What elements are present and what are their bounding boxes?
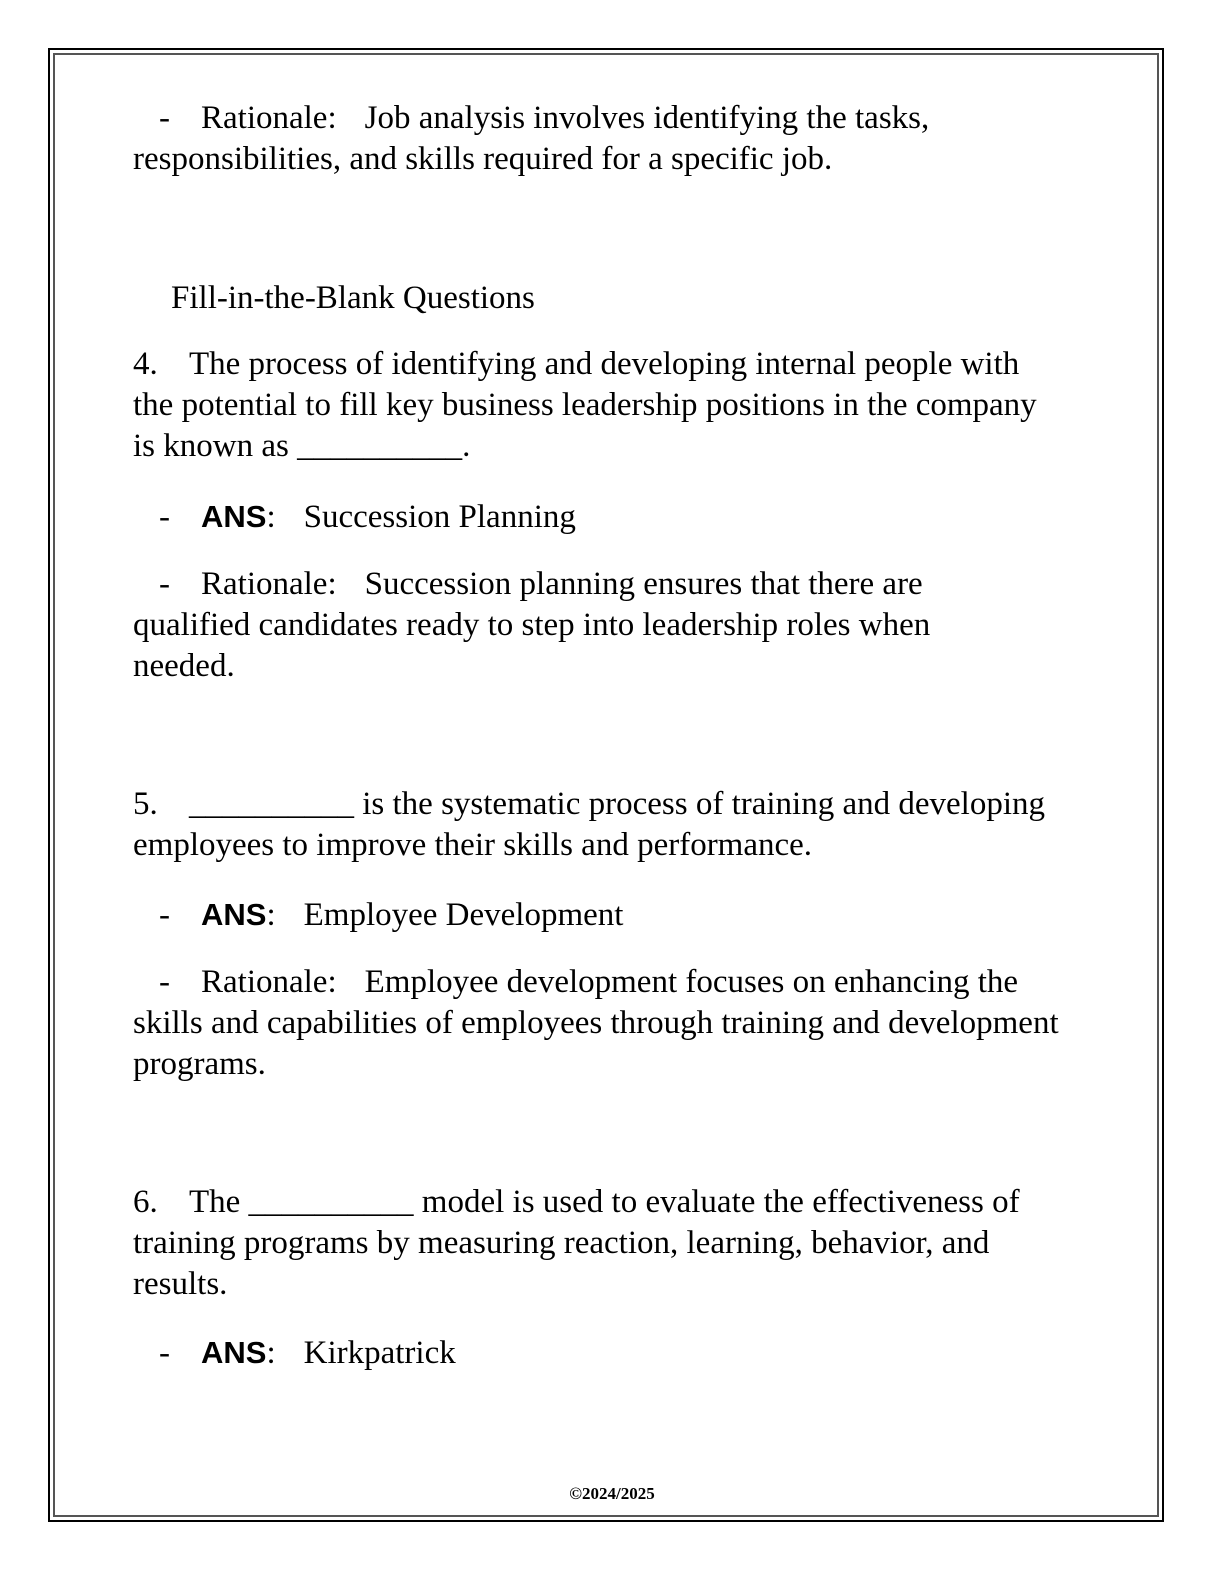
question-text: __________ is the systematic process of training and developing employees to improve their skills and performance. (133, 786, 1046, 863)
rationale-prev (133, 98, 1093, 180)
question-5 (133, 784, 1063, 866)
bullet-dash: - (159, 566, 170, 602)
rationale-text: Employee development focuses on enhancing the skills and capabilities of employees through training and development programs. (133, 964, 1059, 1082)
question-number: 4. (133, 346, 158, 382)
question-number: 5. (133, 786, 158, 822)
ans-label: ANS (201, 499, 267, 534)
answer-5: - ANS: Employee Development (133, 894, 623, 936)
question-text: The __________ model is used to evaluate the effectiveness of training programs by measuring reaction, learning, behavior, and results. (133, 1184, 1020, 1302)
rationale-4 (133, 564, 1033, 687)
ans-label: ANS (201, 1335, 267, 1370)
answer-text: Kirkpatrick (303, 1335, 456, 1371)
answer-4: - ANS: Succession Planning (133, 496, 576, 538)
rationale-label: Rationale: (201, 964, 337, 1000)
copyright-footer: ©2024/2025 (569, 1484, 655, 1503)
answer-text: Employee Development (303, 897, 624, 933)
ans-label: ANS (201, 897, 267, 932)
bullet-dash: - (159, 499, 170, 535)
bullet-dash: - (159, 897, 170, 933)
bullet-dash: - (159, 1335, 170, 1371)
rationale-text: Job analysis involves identifying the tasks, responsibilities, and skills required for a specific job. (133, 100, 930, 177)
rationale-label: Rationale: (201, 566, 337, 602)
rationale-5 (133, 962, 1093, 1085)
bullet-dash: - (159, 964, 170, 1000)
question-text: The process of identifying and developing internal people with the potential to fill key business leadership positions in the company is known as __________. (133, 346, 1037, 464)
rationale-text: Succession planning ensures that there are qualified candidates ready to step into leadership roles when needed. (133, 566, 931, 684)
question-number: 6. (133, 1184, 158, 1220)
answer-6: - ANS: Kirkpatrick (133, 1332, 456, 1374)
question-4 (133, 344, 1053, 467)
question-6 (133, 1182, 1063, 1305)
section-heading: Fill-in-the-Blank Questions (171, 280, 535, 316)
rationale-label: Rationale: (201, 100, 337, 136)
answer-text: Succession Planning (303, 499, 576, 535)
bullet-dash: - (159, 100, 170, 136)
